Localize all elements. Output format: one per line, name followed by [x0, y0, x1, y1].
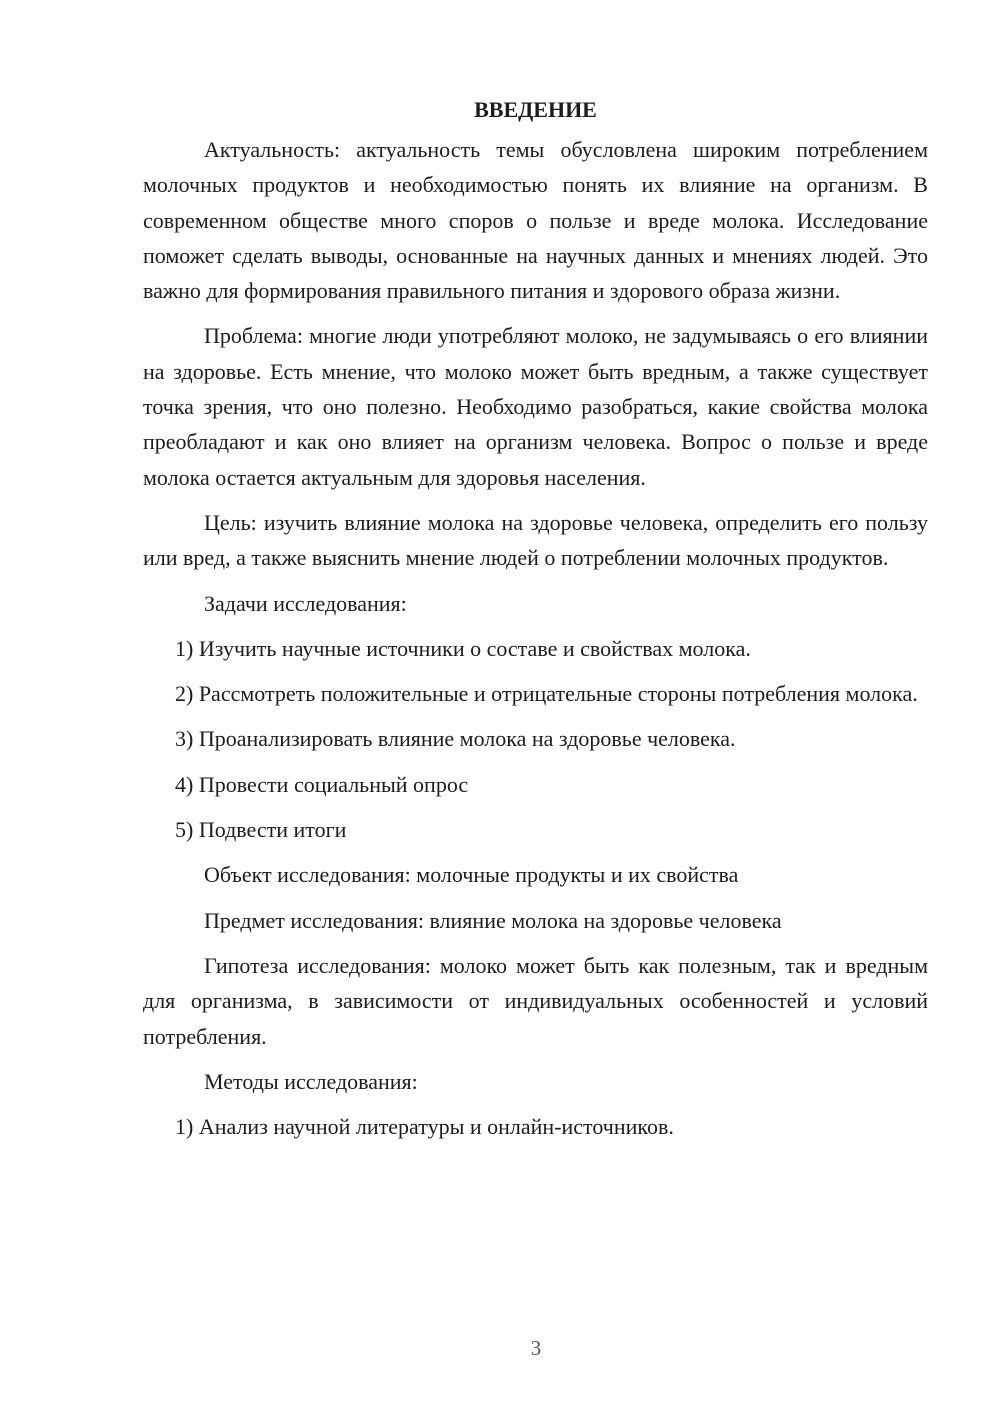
- goal-paragraph: Цель: изучить влияние молока на здоровье человека, определить его пользу или вред, а также выяснить мнение людей о потреблении молочных продуктов.: [143, 509, 928, 571]
- document-page: [143, 92, 928, 1154]
- tasks-heading: Задачи исследования:: [204, 590, 407, 616]
- object-paragraph: Объект исследования: молочные продукты и их свойства: [204, 862, 739, 888]
- methods-list: [143, 1109, 928, 1144]
- task-item-2: 2) Рассмотреть положительные и отрицательные стороны потребления молока.: [175, 681, 918, 707]
- task-item-5: 5) Подвести итоги: [175, 817, 347, 843]
- method-item-1: 1) Анализ научной литературы и онлайн-источников.: [175, 1114, 674, 1140]
- relevance-paragraph: Актуальность: актуальность темы обусловлена широким потреблением молочных продуктов и необходимостью понять их влияние на организм. В современном обществе много споров о пользе и вреде молока. Исследование поможет сделать выводы, основанные на научных данных и мнениях людей. Это важно для формирования правильного питания и здорового образа жизни.: [143, 137, 928, 304]
- task-item-1: 1) Изучить научные источники о составе и свойствах молока.: [175, 635, 751, 661]
- methods-heading: Методы исследования:: [204, 1068, 418, 1094]
- problem-paragraph: Проблема: многие люди употребляют молоко, не задумываясь о его влиянии на здоровье. Есть мнение, что молоко может быть вредным, а также существует точка зрения, что оно полезно. Необходимо разобраться, какие свойства молока преобладают и как оно влияет на организм человека. Вопрос о пользе и вреде молока остается актуальным для здоровья населения.: [143, 323, 928, 490]
- task-item-3: 3) Проанализировать влияние молока на здоровье человека.: [175, 726, 736, 752]
- section-title: ВВЕДЕНИЕ: [474, 97, 597, 122]
- subject-paragraph: Предмет исследования: влияние молока на здоровье человека: [204, 907, 782, 933]
- page-number: 3: [530, 1336, 542, 1360]
- task-item-4: 4) Провести социальный опрос: [175, 771, 469, 797]
- hypothesis-paragraph: Гипотеза исследования: молоко может быть как полезным, так и вредным для организма, в зависимости от индивидуальных особенностей и условий потребления.: [143, 952, 928, 1049]
- tasks-list: [143, 631, 928, 847]
